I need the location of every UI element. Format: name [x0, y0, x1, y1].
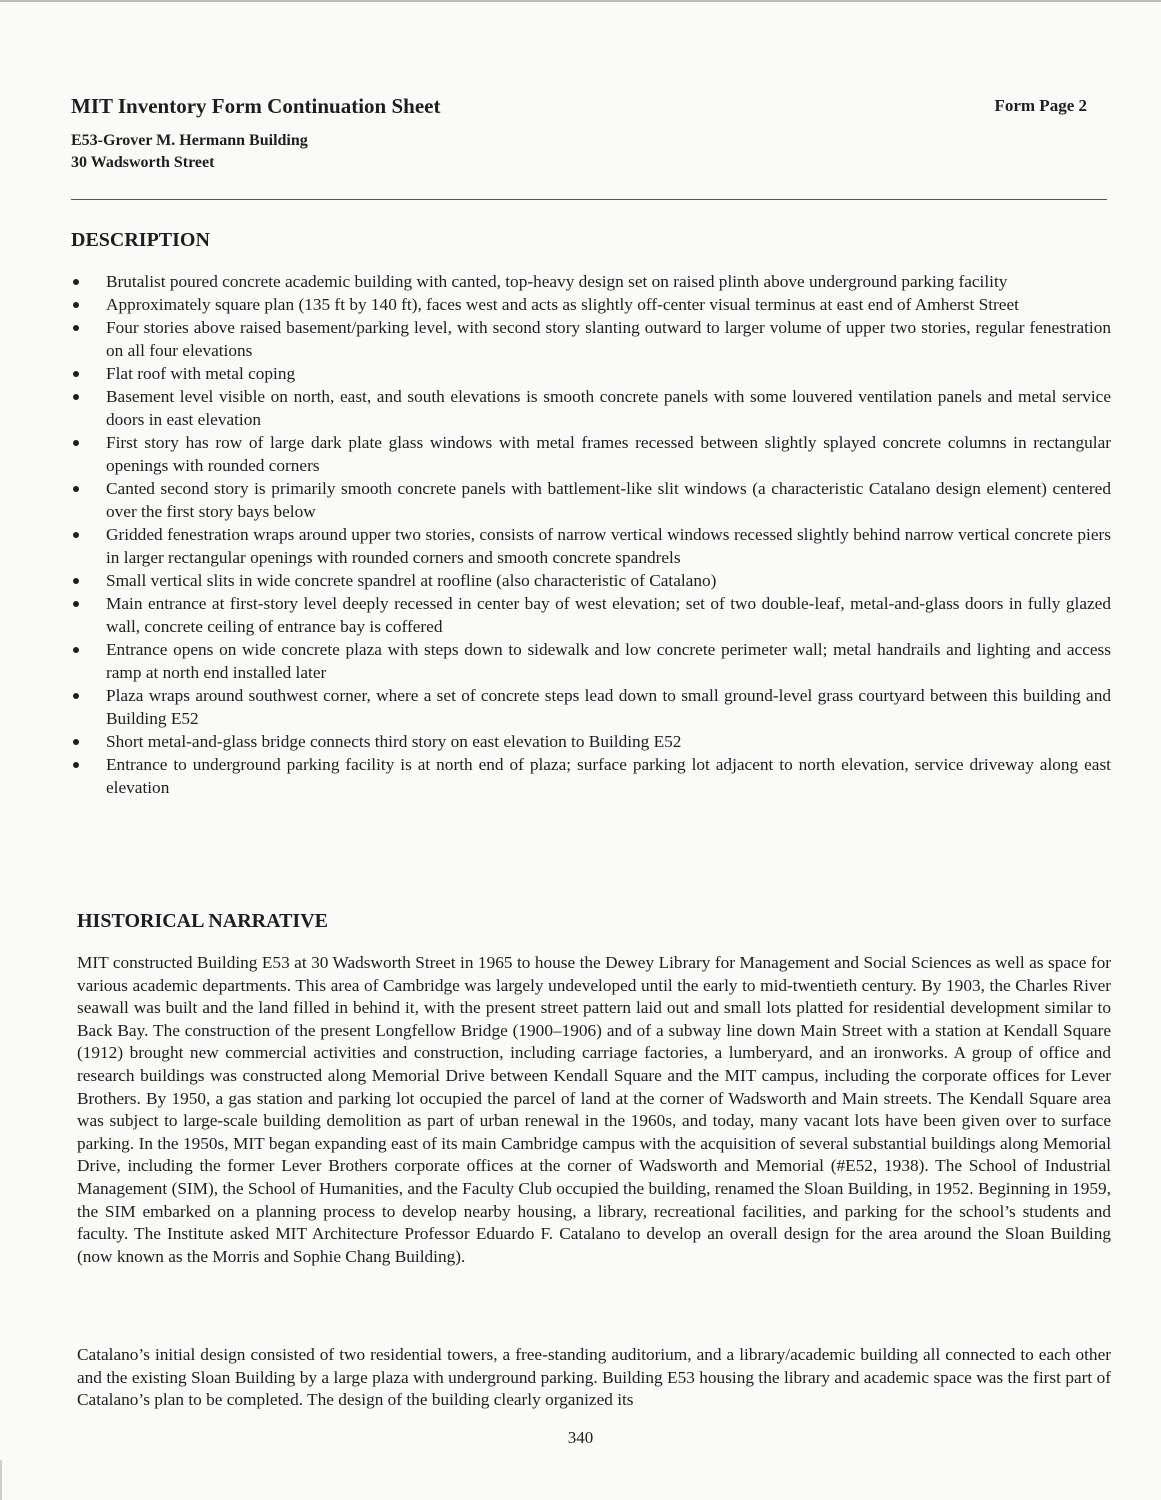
building-name: E53-Grover M. Hermann Building [71, 132, 308, 149]
header-divider [71, 199, 1107, 200]
page-number: 340 [567, 1428, 594, 1447]
bullet-icon [73, 601, 79, 607]
description-item [71, 316, 1111, 362]
scan-edge-left [0, 1460, 2, 1500]
narrative-paragraph-2: Catalano’s initial design consisted of two residential towers, a free-standing auditorium, and a library/academic building all connected to each other and the existing Sloan Building by a large plaza with underground parking. Building E53 housing the library and academic space was the first part of Catalano’s plan to be completed. The design of the building clearly organized its [77, 1345, 1111, 1410]
description-item-text: Flat roof with metal coping [106, 364, 296, 383]
historical-narrative-heading: HISTORICAL NARRATIVE [77, 910, 328, 932]
bullet-icon [73, 647, 79, 653]
bullet-icon [73, 394, 79, 400]
description-item-text: Approximately square plan (135 ft by 140 ft), faces west and acts as slightly off-center visual terminus at east end of Amherst Street [106, 295, 1019, 314]
description-item-text: Main entrance at first-story level deeply recessed in center bay of west elevation; set of two double-leaf, metal-and-glass doors in fully glazed wall, concrete ceiling of entrance bay is coffered [106, 594, 1111, 636]
bullet-icon [73, 486, 79, 492]
description-item-text: Plaza wraps around southwest corner, where a set of concrete steps lead down to small ground-level grass courtyard between this building and Building E52 [106, 686, 1111, 728]
description-item [71, 431, 1111, 477]
bullet-icon [73, 693, 79, 699]
building-address: 30 Wadsworth Street [71, 154, 215, 171]
description-item-text: Canted second story is primarily smooth concrete panels with battlement-like slit windows (a characteristic Catalano design element) centered over the first story bays below [106, 479, 1111, 521]
description-item [71, 270, 1111, 293]
description-heading: DESCRIPTION [71, 229, 210, 251]
description-item-text: Gridded fenestration wraps around upper two stories, consists of narrow vertical windows recessed slightly behind narrow vertical concrete piers in larger rectangular openings with rounded corners and smooth concrete spandrels [106, 525, 1111, 567]
description-item-text: Basement level visible on north, east, and south elevations is smooth concrete panels with some louvered ventilation panels and metal service doors in east elevation [106, 387, 1111, 429]
description-item [71, 293, 1111, 316]
bullet-icon [73, 279, 79, 285]
form-page-label: Form Page 2 [994, 96, 1087, 115]
description-item [71, 730, 1111, 753]
form-title: MIT Inventory Form Continuation Sheet [71, 94, 441, 118]
description-item [71, 569, 1111, 592]
description-item [71, 477, 1111, 523]
bullet-icon [73, 325, 79, 331]
description-item-text: Short metal-and-glass bridge connects third story on east elevation to Building E52 [106, 732, 682, 751]
bullet-icon [73, 532, 79, 538]
description-item [71, 385, 1111, 431]
bullet-icon [73, 578, 79, 584]
description-item [71, 592, 1111, 638]
scan-edge-top [0, 0, 1161, 2]
description-item-text: Small vertical slits in wide concrete spandrel at roofline (also characteristic of Catalano) [106, 571, 717, 590]
description-item-text: Four stories above raised basement/parking level, with second story slanting outward to larger volume of upper two stories, regular fenestration on all four elevations [106, 318, 1111, 360]
description-item [71, 523, 1111, 569]
description-list [71, 270, 1111, 799]
bullet-icon [73, 371, 79, 377]
bullet-icon [73, 302, 79, 308]
description-item-text: Entrance to underground parking facility is at north end of plaza; surface parking lot adjacent to north elevation, service driveway along east elevation [106, 755, 1111, 797]
narrative-paragraph-1: MIT constructed Building E53 at 30 Wadsworth Street in 1965 to house the Dewey Library for Management and Social Sciences as well as space for various academic departments. This area of Cambridge was largely undeveloped until the early to mid-twentieth century. By 1903, the Charles River seawall was built and the land filled in behind it, with the present street pattern laid out and small lots platted for residential development similar to Back Bay. The construction of the present Longfellow Bridge (1900–1906) and of a subway line down Main Street with a station at Kendall Square (1912) brought new commercial activities and construction, including carriage factories, a lumberyard, and an ironworks. A group of office and research buildings was constructed along Memorial Drive between Kendall Square and the MIT campus, including the corporate offices for Lever Brothers. By 1950, a gas station and parking lot occupied the parcel of land at the corner of Wadsworth and Main streets. The Kendall Square area was subject to large-scale building demolition as part of urban renewal in the 1960s, and today, many vacant lots have been given over to surface parking. In the 1950s, MIT began expanding east of its main Cambridge campus with the acquisition of several substantial buildings along Memorial Drive, including the former Lever Brothers corporate offices at the corner of Wadsworth and Memorial (#E52, 1938). The School of Industrial Management (SIM), the School of Humanities, and the Faculty Club occupied the building, renamed the Sloan Building, in 1952. Beginning in 1959, the SIM embarked on a planning process to develop nearby housing, a library, recreational facilities, and parking for the school’s students and faculty. The Institute asked MIT Architecture Professor Eduardo F. Catalano to develop an overall design for the area around the Sloan Building (now known as the Morris and Sophie Chang Building). [77, 953, 1111, 1266]
description-item-text: Entrance opens on wide concrete plaza with steps down to sidewalk and low concrete perimeter wall; metal handrails and lighting and access ramp at north end installed later [106, 640, 1111, 682]
bullet-icon [73, 440, 79, 446]
bullet-icon [73, 739, 79, 745]
description-item-text: First story has row of large dark plate glass windows with metal frames recessed between slightly splayed concrete columns in rectangular openings with rounded corners [106, 433, 1111, 475]
description-item [71, 684, 1111, 730]
bullet-icon [73, 762, 79, 768]
description-item [71, 753, 1111, 799]
description-item-text: Brutalist poured concrete academic building with canted, top-heavy design set on raised plinth above underground parking facility [106, 272, 1008, 291]
description-item [71, 638, 1111, 684]
description-item [71, 362, 1111, 385]
